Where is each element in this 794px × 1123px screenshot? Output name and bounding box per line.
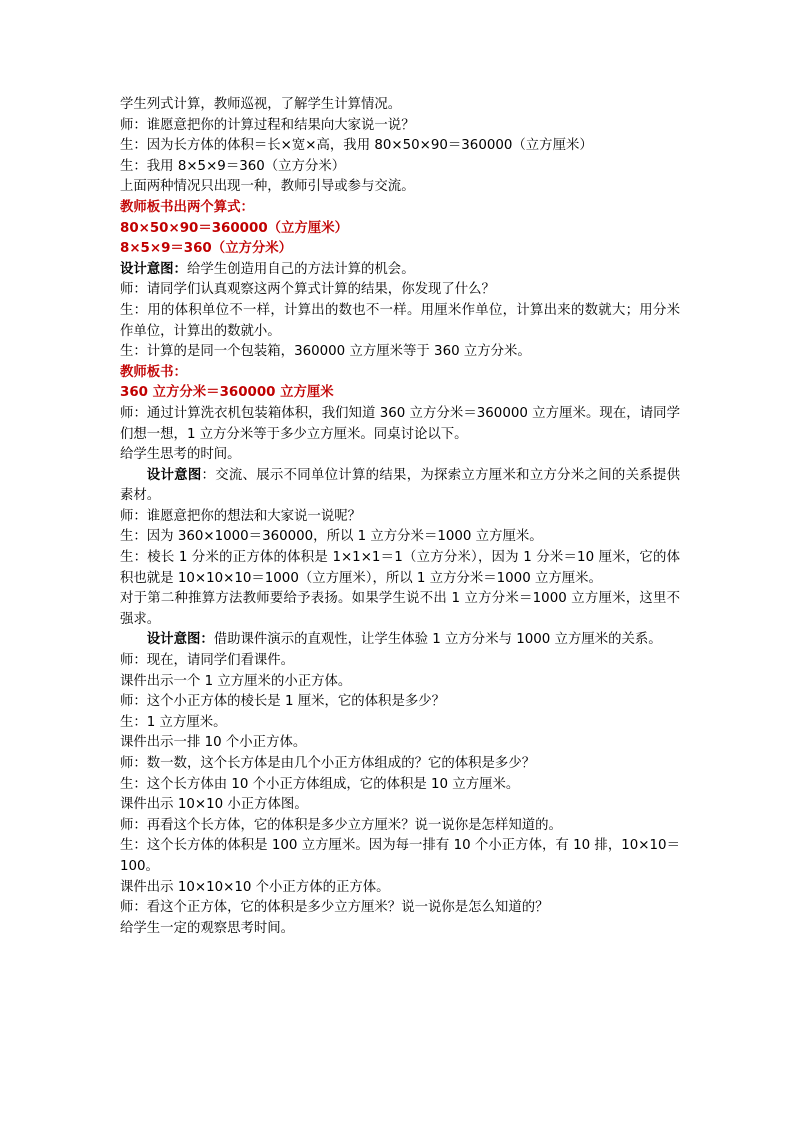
text-line: 生：计算的是同一个包装箱，360000 立方厘米等于 360 立方分米。 [120, 344, 531, 360]
design-intent-text: ：交流、展示不同单位计算的结果，为探索立方厘米和立方分米之间的关系提供素材。 [120, 467, 680, 504]
text-paragraph: 生：棱长 1 分米的正方体的体积是 1×1×1＝1（立方分米），因为 1 分米＝10 厘米，它的体积也就是 10×10×10＝1000（立方厘米），所以 1 立方分米＝1000 立方厘米。 [120, 550, 680, 586]
board-formula: 8×5×9＝360（立方分米） [120, 241, 293, 257]
text-paragraph: 生：用的体积单位不一样，计算出的数也不一样。用厘米作单位，计算出来的数就大；用分米作单位，计算出的数就小。 [120, 302, 680, 339]
text-line: 师：再看这个长方体，它的体积是多少立方厘米？说一说你是怎样知道的。 [120, 817, 562, 833]
text-line: 上面两种情况只出现一种，教师引导或参与交流。 [120, 179, 415, 195]
design-intent-label: 设计意图 [146, 467, 202, 483]
text-line: 师：请同学们认真观察这两个算式计算的结果，你发现了什么？ [120, 282, 495, 298]
design-intent-label: 设计意图： [120, 261, 187, 277]
design-intent [120, 630, 680, 651]
board-heading: 教师板书出两个算式： [120, 199, 254, 215]
text-line: 课件出示一排 10 个小正方体。 [120, 735, 307, 751]
design-intent [120, 260, 680, 281]
text-line: 师：谁愿意把你的计算过程和结果向大家说一说？ [120, 117, 415, 133]
text-line: 生：这个长方体由 10 个小正方体组成，它的体积是 10 立方厘米。 [120, 776, 520, 792]
text-line: 师：现在，请同学们看课件。 [120, 653, 295, 669]
text-line: 课件出示 10×10×10 个小正方体的正方体。 [120, 879, 390, 895]
text-line: 生：我用 8×5×9＝360（立方分米） [120, 158, 346, 174]
text-line: 课件出示 10×10 小正方体图。 [120, 797, 308, 813]
text-line: 师：这个小正方体的棱长是 1 厘米，它的体积是多少？ [120, 694, 446, 710]
text-line: 给学生一定的观察思考时间。 [120, 920, 295, 936]
text-paragraph: 师：通过计算洗衣机包装箱体积，我们知道 360 立方分米＝360000 立方厘米。现在，请同学们想一想，1 立方分米等于多少立方厘米。同桌讨论以下。 [120, 405, 680, 442]
text-line: 生：因为长方体的体积＝长×宽×高，我用 80×50×90＝360000（立方厘米） [120, 138, 593, 154]
text-line: 生：因为 360×1000＝360000，所以 1 立方分米＝1000 立方厘米。 [120, 529, 543, 545]
text-line: 生：1 立方厘米。 [120, 714, 227, 730]
text-line: 课件出示一个 1 立方厘米的小正方体。 [120, 673, 352, 689]
design-intent-label: 设计意图： [146, 632, 214, 648]
text-paragraph: 对于第二种推算方法教师要给予表扬。如果学生说不出 1 立方分米＝1000 立方厘米，这里不强求。 [120, 591, 680, 627]
text-paragraph: 生：这个长方体的体积是 100 立方厘米。因为每一排有 10 个小正方体，有 10 排，10×10＝100。 [120, 838, 680, 874]
design-intent-text: 给学生创造用自己的方法计算的机会。 [186, 261, 415, 277]
text-line: 师：看这个正方体，它的体积是多少立方厘米？说一说你是怎么知道的？ [120, 900, 549, 916]
text-line: 师：数一数，这个长方体是由几个小正方体组成的？它的体积是多少？ [120, 756, 536, 771]
board-heading: 教师板书： [120, 364, 187, 380]
text-line: 师：谁愿意把你的想法和大家说一说呢？ [120, 508, 362, 524]
text-line: 学生列式计算，教师巡视，了解学生计算情况。 [120, 97, 402, 112]
design-intent-text: 借助课件演示的直观性，让学生体验 1 立方分米与 1000 立方厘米的关系。 [213, 632, 662, 648]
design-intent [120, 466, 680, 507]
board-formula: 360 立方分米＝360000 立方厘米 [120, 385, 334, 401]
document-page [120, 95, 680, 939]
board-formula: 80×50×90＝360000（立方厘米） [120, 220, 348, 236]
text-line: 给学生思考的时间。 [120, 447, 241, 463]
